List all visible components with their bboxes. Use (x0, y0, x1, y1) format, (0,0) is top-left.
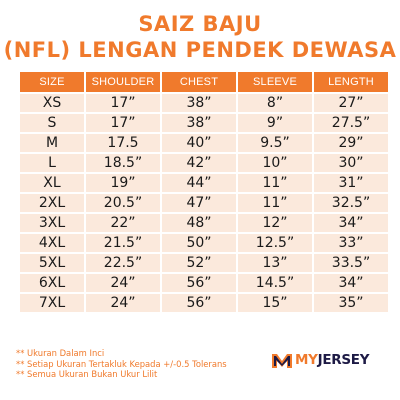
header-length: LENGTH (314, 72, 388, 92)
header-size: SIZE (20, 72, 84, 92)
size-table (18, 70, 390, 314)
cell-size: XS (20, 94, 84, 112)
table-row (20, 154, 388, 172)
myjersey-logo (272, 352, 369, 368)
table-row (20, 134, 388, 152)
cell-sleeve: 14.5” (238, 274, 312, 292)
cell-shoulder: 21.5” (86, 234, 160, 252)
cell-shoulder: 24” (86, 294, 160, 312)
cell-shoulder: 22” (86, 214, 160, 232)
cell-sleeve: 12.5” (238, 234, 312, 252)
cell-shoulder: 20.5” (86, 194, 160, 212)
note-2: ** Setiap Ukuran Tertakluk Kepada +/-0.5 Tolerans (16, 358, 227, 369)
header-sleeve: SLEEVE (238, 72, 312, 92)
cell-sleeve: 9.5” (238, 134, 312, 152)
cell-sleeve: 11” (238, 194, 312, 212)
table-header-row (20, 72, 388, 92)
table-row (20, 194, 388, 212)
cell-chest: 40” (162, 134, 236, 152)
note-1: ** Ukuran Dalam Inci (16, 348, 105, 358)
cell-sleeve: 11” (238, 174, 312, 192)
myjersey-logo-text (295, 352, 369, 368)
cell-size: 6XL (20, 274, 84, 292)
title-line-2: (NFL) LENGAN PENDEK DEWASA (3, 38, 397, 62)
logo-text-my: MY (295, 352, 318, 368)
cell-size: XL (20, 174, 84, 192)
cell-length: 34” (314, 214, 388, 232)
cell-size: 3XL (20, 214, 84, 232)
cell-shoulder: 18.5” (86, 154, 160, 172)
cell-sleeve: 9” (238, 114, 312, 132)
cell-size: 7XL (20, 294, 84, 312)
cell-chest: 50” (162, 234, 236, 252)
cell-sleeve: 12” (238, 214, 312, 232)
cell-length: 31” (314, 174, 388, 192)
table-row (20, 294, 388, 312)
cell-size: 4XL (20, 234, 84, 252)
cell-length: 33.5” (314, 254, 388, 272)
cell-size: S (20, 114, 84, 132)
cell-length: 34” (314, 274, 388, 292)
cell-shoulder: 24” (86, 274, 160, 292)
header-chest: CHEST (162, 72, 236, 92)
cell-length: 27.5” (314, 114, 388, 132)
cell-chest: 52” (162, 254, 236, 272)
table-row (20, 174, 388, 192)
table-row (20, 254, 388, 272)
cell-chest: 44” (162, 174, 236, 192)
cell-length: 30” (314, 154, 388, 172)
cell-chest: 38” (162, 94, 236, 112)
table-row (20, 234, 388, 252)
logo-text-jersey: JERSEY (317, 352, 370, 368)
cell-length: 35” (314, 294, 388, 312)
cell-chest: 48” (162, 214, 236, 232)
cell-sleeve: 10” (238, 154, 312, 172)
table-row (20, 274, 388, 292)
cell-chest: 56” (162, 274, 236, 292)
cell-shoulder: 22.5” (86, 254, 160, 272)
cell-size: L (20, 154, 84, 172)
cell-sleeve: 8” (238, 94, 312, 112)
cell-shoulder: 17.5 (86, 134, 160, 152)
table-row (20, 94, 388, 112)
cell-length: 29” (314, 134, 388, 152)
cell-sleeve: 15” (238, 294, 312, 312)
cell-length: 27” (314, 94, 388, 112)
cell-length: 33” (314, 234, 388, 252)
table-row (20, 214, 388, 232)
cell-chest: 56” (162, 294, 236, 312)
cell-size: 2XL (20, 194, 84, 212)
title-line-1: SAIZ BAJU (138, 12, 262, 36)
cell-chest: 42” (162, 154, 236, 172)
cell-shoulder: 19” (86, 174, 160, 192)
note-3: ** Semua Ukuran Bukan Ukur Lilit (16, 369, 158, 379)
table-row (20, 114, 388, 132)
header-shoulder: SHOULDER (86, 72, 160, 92)
cell-sleeve: 13” (238, 254, 312, 272)
cell-shoulder: 17” (86, 94, 160, 112)
myjersey-logo-icon (272, 352, 292, 368)
cell-chest: 47” (162, 194, 236, 212)
cell-length: 32.5” (314, 194, 388, 212)
notes (16, 348, 227, 380)
cell-size: M (20, 134, 84, 152)
cell-chest: 38” (162, 114, 236, 132)
cell-size: 5XL (20, 254, 84, 272)
cell-shoulder: 17” (86, 114, 160, 132)
